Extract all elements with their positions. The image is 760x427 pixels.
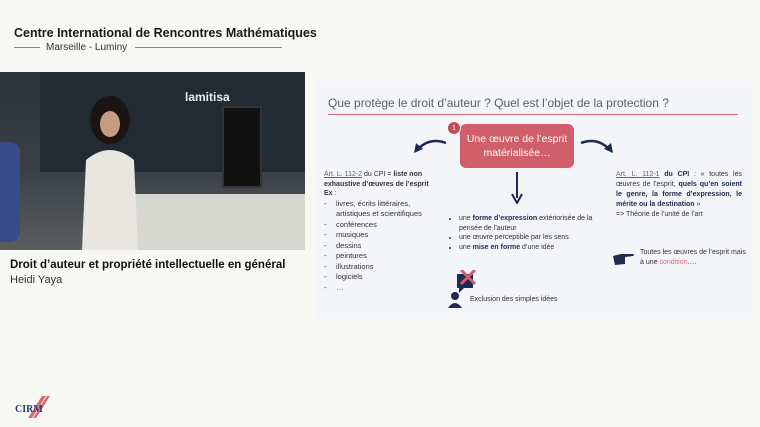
- article-ref: Art. L. 112-1: [616, 171, 660, 178]
- list-item: - …: [324, 283, 434, 294]
- text: Ex: [324, 190, 333, 198]
- article-ref: Art. L. 112-2: [324, 171, 363, 178]
- list-item: - musiques: [324, 230, 434, 241]
- list-item: • une forme d’expression extériorisée de la pensée de l’auteur: [459, 214, 600, 233]
- monitor: [222, 106, 262, 188]
- works-list: [324, 199, 434, 294]
- right-column: Art. L. 112-1 du CPI : « toutes les œuvres de l’esprit, quels qu’en soient le genre, la forme d’expression, le mérite ou la destination » => Théorie de l’unité de l’art: [616, 171, 742, 218]
- text: :: [332, 190, 337, 198]
- text: du CPI =: [362, 171, 394, 178]
- central-concept-box: Une œuvre de l’esprit matérialisée…: [460, 124, 574, 168]
- list-item: - peintures: [324, 251, 434, 262]
- divider: [135, 47, 282, 48]
- middle-bullets: [450, 214, 600, 252]
- list-item: - conférences: [324, 220, 434, 231]
- chair: [0, 142, 20, 242]
- exclusion-text: Exclusion des simples idées: [470, 296, 558, 303]
- speaker-figure: [72, 90, 142, 250]
- presentation-slide: [315, 82, 752, 319]
- list-item: - dessins: [324, 241, 434, 252]
- institution-title: Centre International de Rencontres Mathématiques: [14, 26, 317, 40]
- list-item: - illustrations: [324, 262, 434, 273]
- text: liste non exhaustive d’œuvres de l’esprit: [324, 171, 429, 188]
- cirm-logo: [14, 396, 54, 418]
- list-item: - livres, écrits littéraires, artistiques et scientifiques: [324, 199, 434, 220]
- wall-text: lamitisa: [185, 90, 230, 104]
- talk-author: Heidi Yaya: [10, 274, 63, 286]
- divider: [14, 47, 40, 48]
- title-underline: [328, 114, 738, 115]
- left-column: [324, 170, 434, 293]
- list-item: • une œuvre perceptible par les sens: [459, 233, 600, 243]
- list-item: • une mise en forme d’une idée: [459, 243, 600, 253]
- location: Marseille - Luminy: [46, 42, 128, 53]
- svg-text:CIRM: CIRM: [15, 404, 43, 415]
- arrow-left-icon: [410, 137, 450, 157]
- speaker-video[interactable]: [0, 72, 305, 250]
- institution-subtitle: [14, 42, 282, 53]
- no-idea-icon: [447, 270, 597, 310]
- slide-question: Que protège le droit d’auteur ? Quel est l’objet de la protection ?: [328, 96, 669, 110]
- pointing-hand-icon: [613, 252, 635, 266]
- arrow-down-icon: [511, 172, 523, 204]
- step-badge: 1: [447, 121, 461, 135]
- theory-text: => Théorie de l’unité de l’art: [616, 211, 703, 218]
- arrow-right-icon: [577, 137, 617, 157]
- talk-title: Droit d’auteur et propriété intellectuelle en général: [10, 259, 286, 271]
- list-item: - logiciels: [324, 272, 434, 283]
- condition-text: Toutes les œuvres de l’esprit mais à une condition….: [640, 249, 746, 266]
